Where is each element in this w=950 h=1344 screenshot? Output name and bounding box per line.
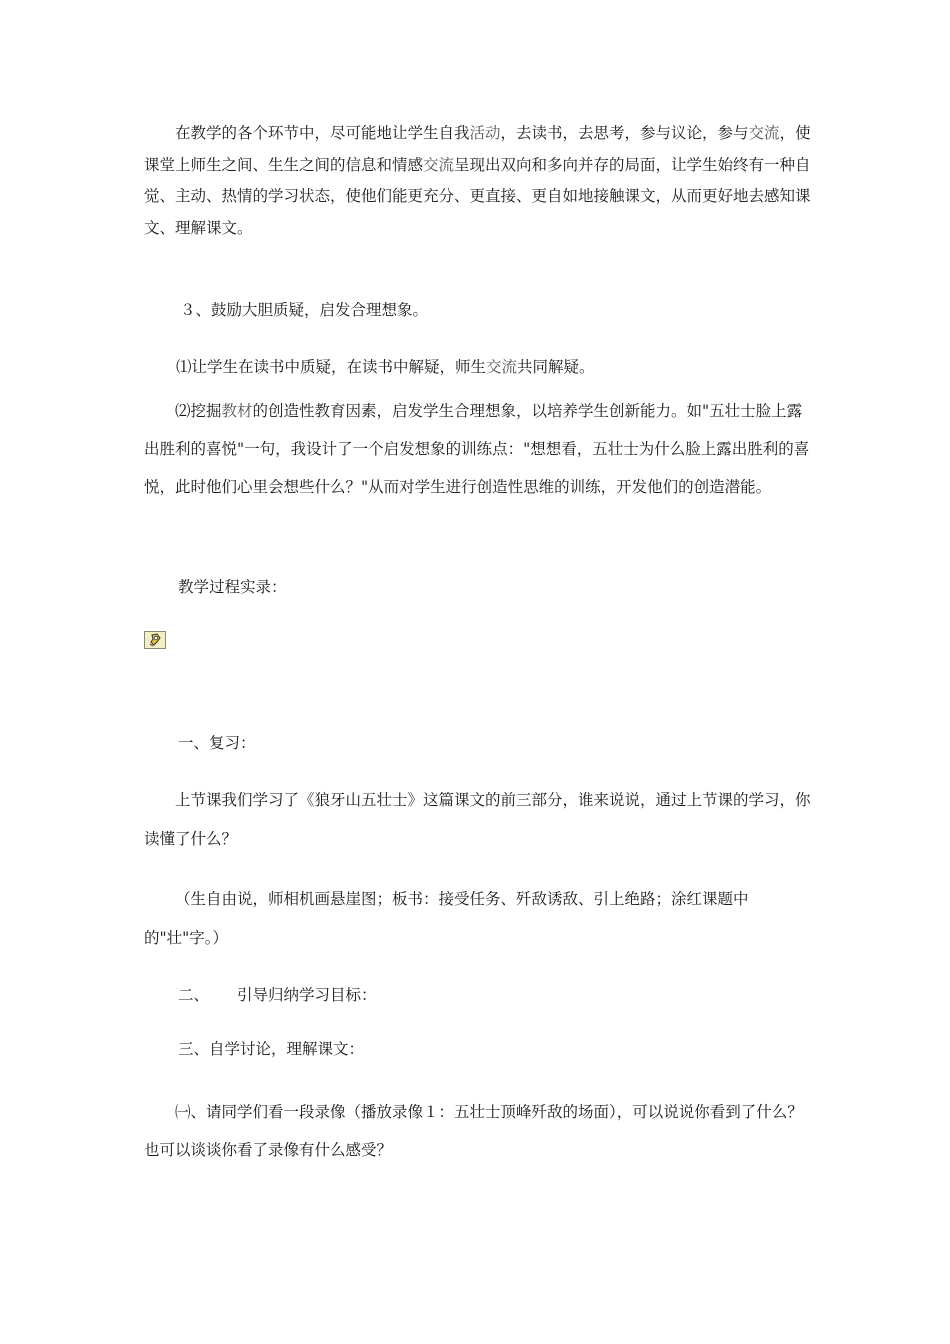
text-segment: ，使课堂上师生之间、生生之间的信息和情感 [144, 124, 811, 174]
section-title: 引导归纳学习目标： [237, 986, 377, 1004]
text-segment: 在教学的各个环节中，尽可能地让学生自我 [175, 124, 470, 142]
broken-image-icon[interactable] [144, 631, 166, 649]
link-exchange[interactable]: 交流 [748, 124, 780, 142]
heading-encourage-questioning: ３、鼓励大胆质疑，启发合理想象。 [180, 301, 429, 319]
text-segment: 的创造性教育因素，启发学生合理想象，以培养学生创新能力。如"五壮士脸上露出胜利的喜悦"一句，我设计了一个启发想象的训练点："想想看，五壮士为什么脸上露出胜利的喜悦，此时他们心里会想些什么？"从而对学生进行创造性思维的训练，开发他们的创造潜能。 [144, 402, 810, 496]
section-number: 二、 [178, 986, 210, 1004]
paragraph-review-question: 上节课我们学习了《狼牙山五壮士》这篇课文的前三部分，谁来说说，通过上节课的学习，你读懂了什么？ [144, 791, 811, 848]
text-segment: ⑴让学生在读书中质疑，在读书中解疑，师生 [176, 358, 487, 376]
text-segment: ⑵挖掘 [175, 402, 222, 420]
link-exchange-3[interactable]: 交流 [486, 358, 518, 376]
broken-image-icon-glyph [146, 632, 164, 648]
paragraph-point-1 [176, 352, 846, 383]
link-exchange-2[interactable]: 交流 [423, 155, 455, 174]
heading-review: 一、复习： [178, 734, 256, 752]
heading-self-study: 三、自学讨论，理解课文： [178, 1040, 365, 1058]
text-segment: 呈现出双向和多向并存的局面，让学生始终有一种自觉、主动、热情的学习状态，使他们能更充分、更直接、更自如地接触课文，从而更好地去感知课文、理解课文。 [144, 155, 811, 237]
paragraph-student-response: （生自由说，师相机画悬崖图；板书：接受任务、歼敌诱敌、引上绝路；涂红课题中的"壮"字。） [144, 890, 749, 947]
paragraph-teaching-approach [144, 118, 814, 244]
link-textbook[interactable]: 教材 [221, 402, 253, 420]
paragraph-video-question: ㈠、请同学们看一段录像（播放录像１：五壮士顶峰歼敌的场面），可以说说你看到了什么？也可以谈谈你看了录像有什么感受？ [144, 1103, 803, 1159]
link-activity[interactable]: 活动 [469, 124, 501, 142]
text-segment: 共同解疑。 [517, 358, 595, 376]
heading-learning-goals [178, 980, 848, 1011]
paragraph-point-2 [144, 392, 814, 506]
text-segment: ，去读书，去思考，参与议论，参与 [500, 124, 749, 142]
heading-teaching-record: 教学过程实录： [178, 578, 287, 596]
